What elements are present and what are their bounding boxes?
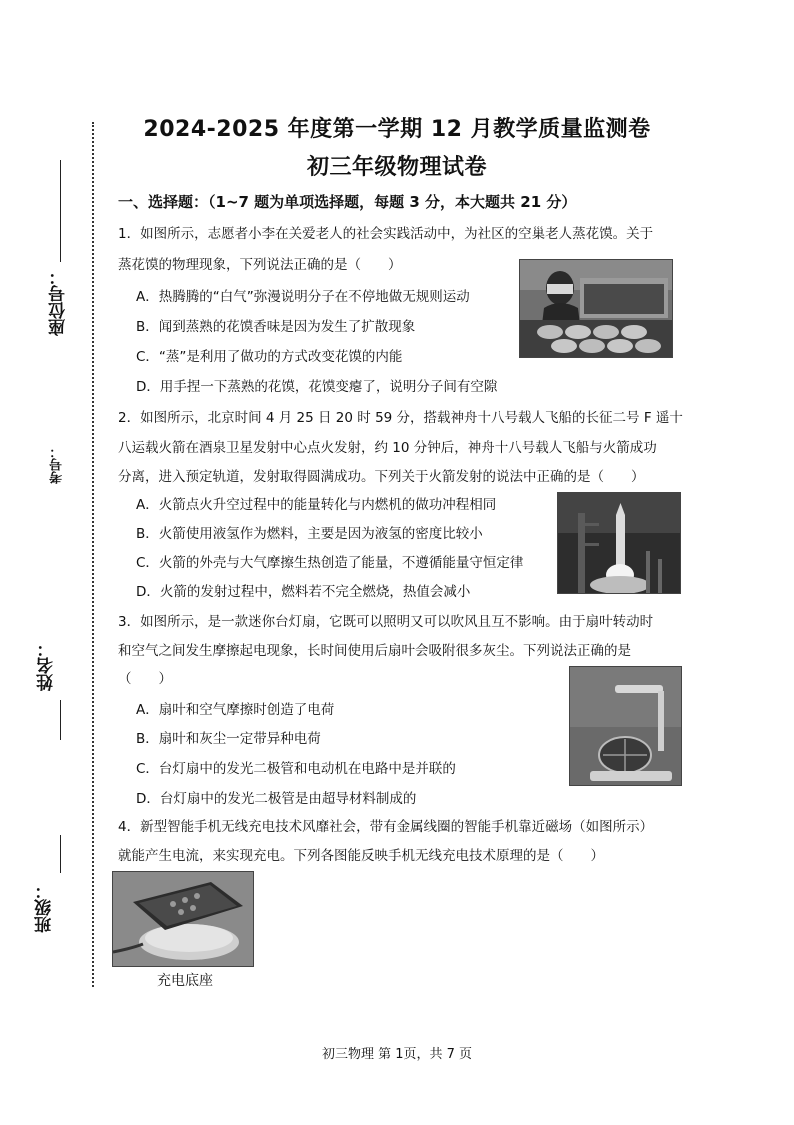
q2-stem-line3: 分离，进入预定轨道，发射取得圆满成功。下列关于火箭发射的说法中正确的是（ ） [118, 469, 645, 485]
seat-number-label: 座位号： [49, 268, 69, 336]
q1-stem-line1: 1．如图所示，志愿者小李在关爱老人的社会实践活动中，为社区的空巢老人蒸花馍。关于 [118, 226, 654, 242]
charger-caption: 充电底座 [157, 973, 213, 989]
steamed-bun-photo [519, 259, 673, 358]
q2-option-c: C．火箭的外壳与大气摩擦生热创造了能量，不遵循能量守恒定律 [136, 555, 524, 571]
wireless-charger-photo [112, 871, 254, 967]
q2-option-d: D．火箭的发射过程中，燃料若不完全燃烧，热值会减小 [136, 584, 471, 600]
q1-option-c: C．“蒸”是利用了做功的方式改变花馍的内能 [136, 349, 403, 365]
name-label: 姓名： [37, 640, 57, 691]
q1-option-a: A．热腾腾的“白气”弥漫说明分子在不停地做无规则运动 [136, 289, 470, 305]
class-label: 班级： [35, 882, 55, 933]
q2-option-a: A．火箭点火升空过程中的能量转化与内燃机的做功冲程相同 [136, 497, 497, 513]
q1-option-d: D．用手捏一下蒸熟的花馍，花馍变瘪了，说明分子间有空隙 [136, 379, 498, 395]
exam-title: 2024-2025 年度第一学期 12 月教学质量监测卷 [143, 117, 651, 142]
binding-dotted-line [92, 122, 94, 987]
page-footer: 初三物理 第 1页，共 7 页 [321, 1047, 473, 1062]
q3-option-a: A．扇叶和空气摩擦时创造了电荷 [136, 702, 335, 718]
q1-option-b: B．闻到蒸熟的花馍香味是因为发生了扩散现象 [136, 319, 416, 335]
q3-option-c: C．台灯扇中的发光二极管和电动机在电路中是并联的 [136, 761, 456, 777]
name-blank [60, 700, 61, 740]
section-heading: 一、选择题：（1~7 题为单项选择题，每题 3 分，本大题共 21 分） [118, 193, 577, 211]
q4-stem-line1: 4．新型智能手机无线充电技术风靡社会，带有金属线圈的智能手机靠近磁场（如图所示） [118, 819, 654, 835]
q3-stem-line2: 和空气之间发生摩擦起电现象，长时间使用后扇叶会吸附很多灰尘。下列说法正确的是 [118, 643, 631, 659]
q2-stem-line1: 2．如图所示，北京时间 4 月 25 日 20 时 59 分，搭载神舟十八号载人飞船的长征二号 F 遥十 [118, 410, 683, 426]
q3-stem-line3: （ ） [118, 671, 172, 687]
q3-stem-line1: 3．如图所示，是一款迷你台灯扇，它既可以照明又可以吹风且互不影响。由于扇叶转动时 [118, 614, 654, 630]
wireless-charger-illustration [113, 872, 253, 966]
q4-stem-line2: 就能产生电流，来实现充电。下列各图能反映手机无线充电技术原理的是（ ） [118, 848, 604, 864]
class-blank [60, 835, 61, 873]
exam-number-label: 考号： [50, 445, 65, 484]
desk-lamp-fan-illustration [570, 667, 681, 785]
q2-stem-line2: 八运载火箭在酒泉卫星发射中心点火发射，约 10 分钟后，神舟十八号载人飞船与火箭成功 [118, 440, 657, 456]
steamed-bun-illustration [520, 260, 672, 357]
q3-option-d: D．台灯扇中的发光二极管是由超导材料制成的 [136, 791, 417, 807]
rocket-launch-illustration [558, 493, 680, 593]
q3-option-b: B．扇叶和灰尘一定带异种电荷 [136, 731, 321, 747]
rocket-launch-photo [557, 492, 681, 594]
desk-lamp-fan-photo [569, 666, 682, 786]
q2-option-b: B．火箭使用液氢作为燃料，主要是因为液氢的密度比较小 [136, 526, 483, 542]
exam-subtitle: 初三年级物理试卷 [306, 155, 487, 180]
q1-stem-line2: 蒸花馍的物理现象，下列说法正确的是（ ） [118, 257, 402, 273]
